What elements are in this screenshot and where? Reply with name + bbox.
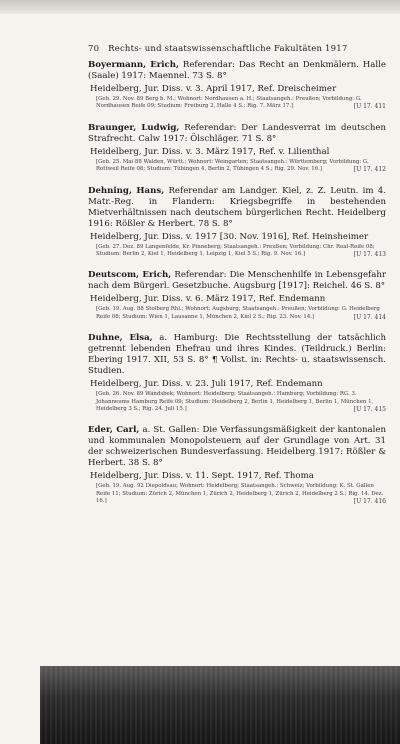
entry-description: Referendar: Die Menschenhilfe in Lebensgefahr nach dem Bürgerl. Gesetzbuche. Augsburg [1917]: Reichel. 46 S. 8° — [88, 270, 386, 292]
entry-bio-text: [Geb. 19. Aug. 88 Stolberg Rhl.; Wohnort: Augsburg; Staatsangeh.: Preußen; Vorbildung: G. Heidelberg Reife 08; Studium: Wien 1, Lausanne 1, München 2, Kiel 2 S.; Rig. 23. Nov. 14.] — [96, 306, 380, 320]
entry-title — [88, 425, 386, 469]
entry-author: Dehning, Hans, — [88, 185, 165, 196]
catalog-entry — [88, 186, 386, 259]
entry-biography — [88, 244, 386, 259]
scan-shadow-band — [40, 666, 400, 744]
catalog-entry — [88, 123, 386, 174]
entry-list — [88, 60, 386, 518]
entry-dissertation: Heidelberg, Jur. Diss. v. 1917 [30. Nov. 1916], Ref. Heinsheimer — [90, 231, 369, 242]
catalog-entry — [88, 270, 386, 321]
entry-description: Referendar: Das Recht an Denkmälern. Halle (Saale) 1917: Maennel. 73 S. 8° — [88, 60, 386, 81]
entry-title — [88, 186, 386, 230]
entry-title — [88, 123, 386, 145]
catalog-entry — [88, 425, 386, 505]
entry-biography — [88, 391, 386, 413]
entry-author: Deutscom, Erich, — [88, 270, 172, 281]
entry-description: a. Hamburg: Die Rechtsstellung der tatsächlich getrennt lebenden Ehefrau und ihres Kindes. (Teildruck.) Berlin: Ebering 1917. XII, 53 S. 8° ¶ Vollst. in: Rechts- u. staatswissensch. Studien. — [88, 333, 386, 377]
entry-dissertation: Heidelberg, Jur. Diss. v. 23. Juli 1917, Ref. Endemann — [90, 379, 323, 390]
entry-biography — [88, 96, 386, 111]
entry-reference: [U 17. 413 — [353, 251, 386, 259]
running-header — [88, 44, 388, 54]
entry-title — [88, 270, 386, 292]
entry-dissertation: Heidelberg, Jur. Diss. v. 3. April 1917, Ref. Dreischeimer — [90, 84, 337, 94]
entry-description: a. St. Gallen: Die Verfassungsmäßigkeit der kantonalen und kommunalen Monopolsteuern auf der Grundlage von Art. 31 der schweizerischen Bundesverfassung. Heidelberg 1917: Rößler & Herbert. 38 S. 8° — [88, 425, 387, 469]
entry-biography — [88, 306, 386, 321]
entry-biography — [88, 159, 386, 174]
entry-author: Boyermann, Erich, — [88, 60, 180, 70]
entry-reference: [U 17. 411 — [353, 103, 386, 111]
entry-author: Duhne, Elsa, — [88, 333, 153, 344]
scan-edge — [0, 0, 400, 14]
entry-author: Eder, Carl, — [88, 425, 140, 436]
entry-reference: [U 17. 415 — [353, 406, 386, 414]
entry-title — [88, 60, 386, 82]
page-number: 70 — [88, 44, 100, 54]
entry-reference: [U 17. 414 — [353, 313, 386, 321]
entry-description: Referendar am Landger. Kiel, z. Z. Leutn. im 4. Matr.-Reg. in Flandern: Kriegsbegriffe in bestehenden Mietverhältnissen nach deutschem bürgerlichen Recht. Heidelberg 1916: Rößler & Herbert. 78 S. 8° — [88, 185, 386, 229]
entry-bio-text: [Geb. 26. Nov. 89 Wandsbek; Wohnort: Heidelberg; Staatsangeh.: Hamburg; Vorbildung: RG. 3. Johanneums Hamburg Reife 09; Studium: Heidelberg 2, Berlin 1, Heidelberg 1, Berlin 1, München 1, Heidelberg 3 S.; Rig. 24. Juli 15.] — [96, 391, 374, 413]
entry-bio-text: [Geb. 27. Dez. 89 Langenfelde, Kr. Pinneberg; Staatsangeh.: Preußen; Vorbildung: Chr. Real-Reife 08; Studium: Berlin 2, Kiel 1, Heidelberg 1, Leipzig 1, Kiel 5 S.; Rig. 9. Nov. 16.] — [96, 243, 375, 258]
entry-bio-text: [Geb. 19. Aug. 92 Diepoldsau; Wohnort: Heidelberg; Staatsangeh.: Schweiz; Vorbildung: K. St. Gallen Reife 11; Studium: Zürich 2, München 1, Zürich 2, Heidelberg 1, Zürich 2, Heidelberg 2 S.; Rig. 14. Dez. 16.] — [96, 483, 384, 505]
entry-reference: [U 17. 416 — [353, 498, 386, 506]
entry-dissertation: Heidelberg, Jur. Diss. v. 11. Sept. 1917, Ref. Thoma — [90, 471, 314, 482]
entry-bio-text: [Geb. 25. Mai 88 Walden, Württ.; Wohnort: Weingarten; Staatsangeh.: Württemberg; Vorbildung: G. Rottweil Reife 08; Studium: Tübingen 4, Berlin 2, Tübingen 4 S.; Rig. 29. Nov. 16.] — [96, 158, 369, 173]
catalog-entry — [88, 333, 386, 413]
entry-biography — [88, 483, 386, 505]
entry-dissertation: Heidelberg, Jur. Diss. v. 3. März 1917, Ref. v. Lilienthal — [90, 146, 330, 157]
catalog-entry — [88, 60, 386, 111]
entry-description: Referendar: Der Landesverrat im deutschen Strafrecht. Calw 1917: Ölschläger. 71 S. 8° — [88, 122, 386, 144]
entry-reference: [U 17. 412 — [353, 166, 386, 174]
entry-dissertation: Heidelberg, Jur. Diss. v. 6. März 1917, Ref. Endemann — [90, 294, 326, 305]
entry-bio-text: [Geb. 29. Nov. 89 Berg b. M.; Wohnort: Nordhausen a. H.; Staatsangeh.: Preußen; Vorbildung: G. Nordhausen Reife 09; Studium: Freiburg 2, Halle 4 S.; Rig. 7. März 17.] — [96, 96, 362, 110]
running-title: Rechts- und staatswissenschaftliche Fakultäten 1917 — [108, 44, 348, 54]
entry-title — [88, 333, 386, 377]
entry-author: Braunger, Ludwig, — [88, 122, 180, 133]
